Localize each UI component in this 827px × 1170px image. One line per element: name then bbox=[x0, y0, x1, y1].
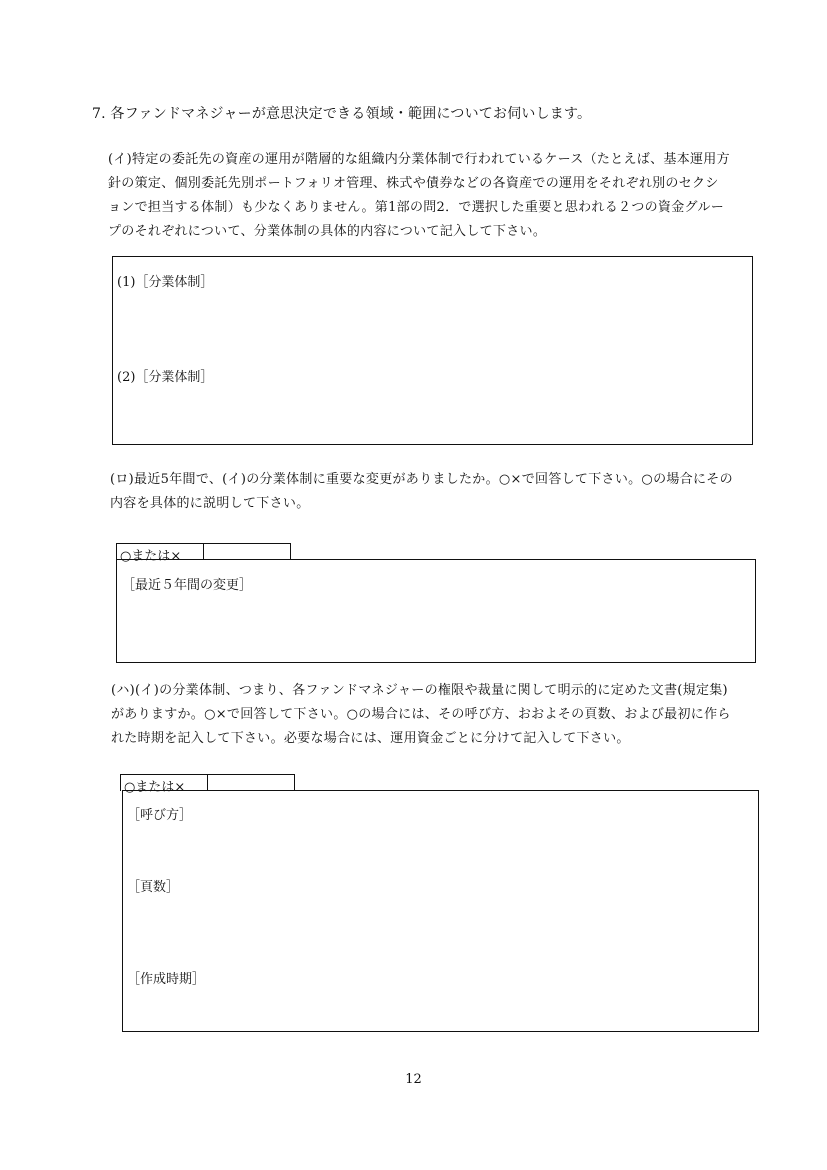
text-line: (イ)特定の委託先の資産の運用が階層的な組織内分業体制で行われているケース（たとえば、基本運用方 bbox=[108, 152, 730, 167]
question-i-text bbox=[108, 148, 758, 244]
page-count-label: ［頁数］ bbox=[127, 880, 180, 895]
maru-batsu-input[interactable] bbox=[204, 544, 290, 560]
text-line: 針の策定、個別委託先別ポートフォリオ管理、株式や債券などの各資産での運用をそれぞれ別のセクシ bbox=[108, 176, 719, 191]
text-line: ョンで担当する体制）も少なくありません。第1部の問2．で選択した重要と思われる２つの資金グルー bbox=[108, 200, 725, 215]
maru-batsu-answer-tab bbox=[116, 543, 291, 564]
text-line: れた時期を記入して下さい。必要な場合には、運用資金ごとに分けて記入して下さい。 bbox=[111, 731, 630, 746]
creation-date-label: ［作成時期］ bbox=[127, 972, 206, 987]
document-name-label: ［呼び方］ bbox=[127, 808, 193, 823]
section-heading: 7. 各ファンドマネジャーが意思決定できる領域・範囲についてお伺いします。 bbox=[92, 106, 592, 122]
maru-batsu-label: ○または× bbox=[121, 775, 208, 791]
division-structure-2-label: (2)［分業体制］ bbox=[117, 370, 214, 385]
text-line: がありますか。○×で回答して下さい。○の場合には、その呼び方、おおよその頁数、および最初に作ら bbox=[111, 707, 731, 722]
page-number: 12 bbox=[405, 1072, 422, 1087]
document-details-answer-box[interactable] bbox=[122, 790, 759, 1032]
question-ro-text bbox=[110, 468, 766, 516]
text-line: プのそれぞれについて、分業体制の具体的内容について記入して下さい。 bbox=[108, 224, 547, 239]
recent-changes-label: ［最近５年間の変更］ bbox=[122, 578, 253, 593]
maru-batsu-input[interactable] bbox=[208, 775, 294, 791]
maru-batsu-label: ○または× bbox=[117, 544, 204, 560]
maru-batsu-answer-tab bbox=[120, 774, 295, 795]
text-line: (ロ)最近5年間で、(イ)の分業体制に重要な変更がありましたか。○×で回答して下さい。○の場合にその bbox=[110, 472, 733, 487]
text-line: (ハ)(イ)の分業体制、つまり、各ファンドマネジャーの権限や裁量に関して明示的に定めた文書(規定集) bbox=[111, 683, 728, 698]
text-line: 内容を具体的に説明して下さい。 bbox=[110, 496, 310, 511]
question-ha-text bbox=[111, 679, 763, 751]
division-structure-1-label: (1)［分業体制］ bbox=[117, 275, 214, 290]
